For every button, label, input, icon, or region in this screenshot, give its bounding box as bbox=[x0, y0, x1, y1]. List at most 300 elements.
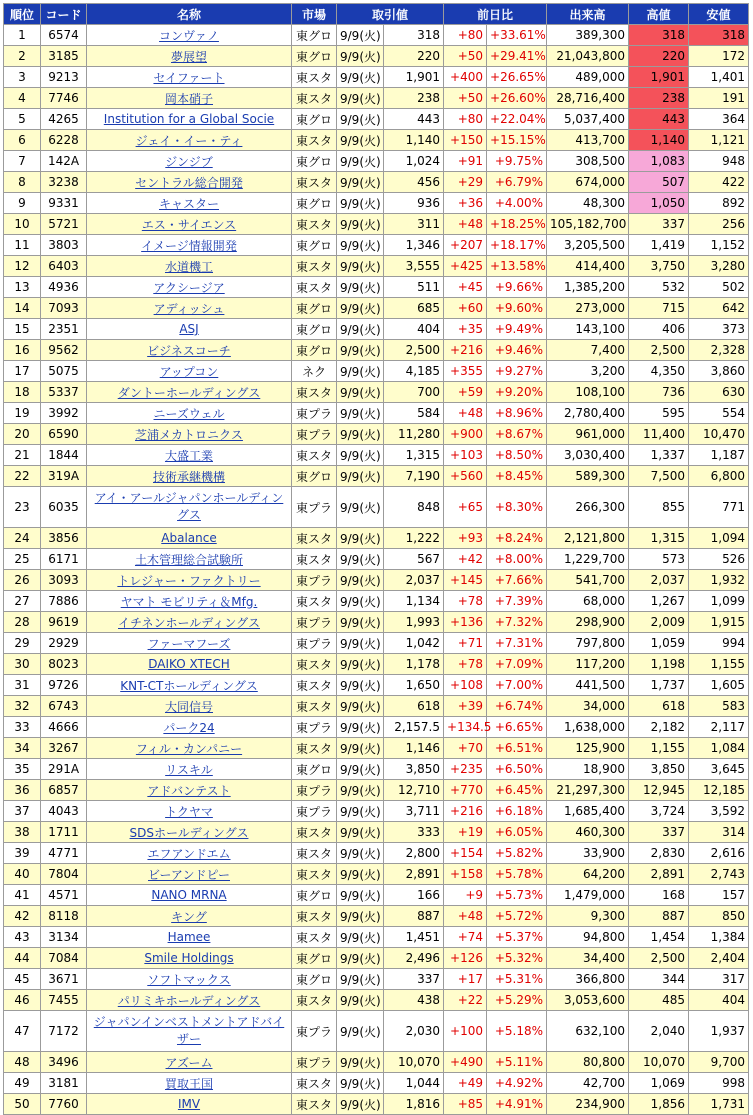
volume-cell: 3,200 bbox=[547, 361, 629, 382]
low-cell: 1,152 bbox=[689, 235, 749, 256]
price-cell: 584 bbox=[384, 403, 444, 424]
rank-cell: 44 bbox=[4, 948, 41, 969]
stock-name-link[interactable]: 水道機工 bbox=[164, 259, 213, 274]
date-cell: 9/9(火) bbox=[337, 990, 384, 1011]
rank-cell: 17 bbox=[4, 361, 41, 382]
change-pct-cell: +15.15% bbox=[487, 130, 547, 151]
code-cell: 8023 bbox=[41, 654, 87, 675]
change-cell: +108 bbox=[444, 675, 487, 696]
high-cell: 337 bbox=[629, 822, 689, 843]
volume-cell: 34,000 bbox=[547, 696, 629, 717]
stock-name-link[interactable]: リスキル bbox=[165, 762, 213, 777]
change-pct-cell: +18.25% bbox=[487, 214, 547, 235]
date-cell: 9/9(火) bbox=[337, 927, 384, 948]
market-cell: 東スタ bbox=[292, 214, 337, 235]
code-cell: 4265 bbox=[41, 109, 87, 130]
name-cell bbox=[87, 403, 292, 424]
table-row bbox=[4, 654, 749, 675]
stock-name-link[interactable]: DAIKO XTECH bbox=[148, 657, 230, 671]
change-cell: +48 bbox=[444, 214, 487, 235]
change-pct-cell: +6.51% bbox=[487, 738, 547, 759]
change-pct-cell: +4.00% bbox=[487, 193, 547, 214]
market-cell: 東プラ bbox=[292, 717, 337, 738]
change-cell: +60 bbox=[444, 298, 487, 319]
low-cell: 994 bbox=[689, 633, 749, 654]
date-cell: 9/9(火) bbox=[337, 319, 384, 340]
stock-name-link[interactable]: アップコン bbox=[159, 364, 219, 379]
change-cell: +48 bbox=[444, 403, 487, 424]
high-cell: 1,140 bbox=[629, 130, 689, 151]
date-cell: 9/9(火) bbox=[337, 759, 384, 780]
price-cell: 166 bbox=[384, 885, 444, 906]
code-cell: 9331 bbox=[41, 193, 87, 214]
high-cell: 1,419 bbox=[629, 235, 689, 256]
change-cell: +65 bbox=[444, 487, 487, 528]
rank-cell: 9 bbox=[4, 193, 41, 214]
stock-name-link[interactable]: エス・サイエンス bbox=[141, 217, 237, 232]
table-row bbox=[4, 340, 749, 361]
code-cell: 3181 bbox=[41, 1073, 87, 1094]
rank-cell: 47 bbox=[4, 1011, 41, 1052]
rank-cell: 24 bbox=[4, 528, 41, 549]
price-cell: 567 bbox=[384, 549, 444, 570]
stock-name-link[interactable]: トクヤマ bbox=[165, 804, 213, 819]
stock-name-link[interactable]: キング bbox=[171, 909, 207, 924]
stock-name-link[interactable]: 芝浦メカトロニクス bbox=[135, 427, 243, 442]
low-cell: 1,401 bbox=[689, 67, 749, 88]
change-pct-cell: +6.74% bbox=[487, 696, 547, 717]
table-row bbox=[4, 403, 749, 424]
date-cell: 9/9(火) bbox=[337, 885, 384, 906]
date-cell: 9/9(火) bbox=[337, 948, 384, 969]
change-pct-cell: +8.45% bbox=[487, 466, 547, 487]
date-cell: 9/9(火) bbox=[337, 256, 384, 277]
date-cell: 9/9(火) bbox=[337, 1052, 384, 1073]
change-pct-cell: +9.66% bbox=[487, 277, 547, 298]
change-pct-cell: +4.92% bbox=[487, 1073, 547, 1094]
rank-cell: 33 bbox=[4, 717, 41, 738]
date-cell: 9/9(火) bbox=[337, 843, 384, 864]
stock-name-link[interactable]: 土木管理総合試験所 bbox=[134, 552, 243, 567]
rank-cell: 16 bbox=[4, 340, 41, 361]
volume-cell: 413,700 bbox=[547, 130, 629, 151]
change-cell: +59 bbox=[444, 382, 487, 403]
date-cell: 9/9(火) bbox=[337, 193, 384, 214]
high-cell: 337 bbox=[629, 214, 689, 235]
name-cell bbox=[87, 1011, 292, 1052]
high-cell: 1,856 bbox=[629, 1094, 689, 1115]
stock-name-link[interactable]: アイ・アールジャパンホールディングス bbox=[94, 491, 284, 522]
stock-name-link[interactable]: 夢展望 bbox=[170, 49, 207, 64]
date-cell: 9/9(火) bbox=[337, 528, 384, 549]
low-cell: 3,860 bbox=[689, 361, 749, 382]
rank-cell: 6 bbox=[4, 130, 41, 151]
price-cell: 2,500 bbox=[384, 340, 444, 361]
table-row bbox=[4, 445, 749, 466]
date-cell: 9/9(火) bbox=[337, 445, 384, 466]
stock-name-link[interactable]: 岡本硝子 bbox=[164, 91, 213, 106]
header-price: 取引値 bbox=[337, 4, 444, 25]
name-cell bbox=[87, 256, 292, 277]
change-pct-cell: +9.20% bbox=[487, 382, 547, 403]
high-cell: 618 bbox=[629, 696, 689, 717]
change-pct-cell: +6.05% bbox=[487, 822, 547, 843]
table-row bbox=[4, 25, 749, 46]
rank-cell: 21 bbox=[4, 445, 41, 466]
rank-cell: 36 bbox=[4, 780, 41, 801]
high-cell: 3,850 bbox=[629, 759, 689, 780]
stock-name-link[interactable]: ビジネスコーチ bbox=[147, 343, 231, 358]
stock-name-link[interactable]: キャスター bbox=[158, 196, 219, 211]
code-cell: 6574 bbox=[41, 25, 87, 46]
high-cell: 238 bbox=[629, 88, 689, 109]
market-cell: 東グロ bbox=[292, 885, 337, 906]
date-cell: 9/9(火) bbox=[337, 738, 384, 759]
stock-name-link[interactable]: ヤマト モビリティ＆Mfg. bbox=[120, 594, 258, 609]
market-cell: 東スタ bbox=[292, 1094, 337, 1115]
stock-name-link[interactable]: アズーム bbox=[165, 1055, 213, 1070]
volume-cell: 28,716,400 bbox=[547, 88, 629, 109]
price-cell: 333 bbox=[384, 822, 444, 843]
change-cell: +17 bbox=[444, 969, 487, 990]
stock-name-link[interactable]: ニーズウェル bbox=[153, 406, 225, 421]
high-cell: 1,454 bbox=[629, 927, 689, 948]
volume-cell: 2,121,800 bbox=[547, 528, 629, 549]
volume-cell: 441,500 bbox=[547, 675, 629, 696]
high-cell: 1,267 bbox=[629, 591, 689, 612]
change-cell: +425 bbox=[444, 256, 487, 277]
rank-cell: 2 bbox=[4, 46, 41, 67]
date-cell: 9/9(火) bbox=[337, 487, 384, 528]
market-cell: 東スタ bbox=[292, 591, 337, 612]
stock-name-link[interactable]: NANO MRNA bbox=[151, 888, 227, 902]
change-cell: +158 bbox=[444, 864, 487, 885]
volume-cell: 68,000 bbox=[547, 591, 629, 612]
name-cell bbox=[87, 990, 292, 1011]
stock-name-link[interactable]: Smile Holdings bbox=[144, 951, 234, 965]
date-cell: 9/9(火) bbox=[337, 549, 384, 570]
change-pct-cell: +5.73% bbox=[487, 885, 547, 906]
market-cell: 東プラ bbox=[292, 612, 337, 633]
stock-name-link[interactable]: エフアンドエム bbox=[147, 846, 231, 861]
market-cell: 東グロ bbox=[292, 759, 337, 780]
market-cell: 東グロ bbox=[292, 319, 337, 340]
stock-name-link[interactable]: 技術承継機構 bbox=[152, 469, 225, 484]
table-row bbox=[4, 277, 749, 298]
stock-name-link[interactable]: アドバンテスト bbox=[147, 783, 231, 798]
rank-cell: 30 bbox=[4, 654, 41, 675]
name-cell bbox=[87, 235, 292, 256]
change-cell: +154 bbox=[444, 843, 487, 864]
high-cell: 1,155 bbox=[629, 738, 689, 759]
low-cell: 630 bbox=[689, 382, 749, 403]
high-cell: 855 bbox=[629, 487, 689, 528]
volume-cell: 33,900 bbox=[547, 843, 629, 864]
code-cell: 7455 bbox=[41, 990, 87, 1011]
volume-cell: 366,800 bbox=[547, 969, 629, 990]
volume-cell: 3,030,400 bbox=[547, 445, 629, 466]
market-cell: 東スタ bbox=[292, 277, 337, 298]
stock-name-link[interactable]: コンヴァノ bbox=[159, 28, 219, 43]
high-cell: 1,901 bbox=[629, 67, 689, 88]
stock-name-link[interactable]: ジンジブ bbox=[165, 154, 213, 169]
header-market: 市場 bbox=[292, 4, 337, 25]
price-cell: 11,280 bbox=[384, 424, 444, 445]
stock-name-link[interactable]: パーク24 bbox=[163, 720, 215, 735]
volume-cell: 414,400 bbox=[547, 256, 629, 277]
low-cell: 314 bbox=[689, 822, 749, 843]
low-cell: 1,155 bbox=[689, 654, 749, 675]
volume-cell: 632,100 bbox=[547, 1011, 629, 1052]
stock-name-link[interactable]: ソフトマックス bbox=[147, 972, 231, 987]
stock-name-link[interactable]: フィル・カンパニー bbox=[135, 741, 243, 756]
table-row bbox=[4, 633, 749, 654]
change-cell: +78 bbox=[444, 654, 487, 675]
rank-cell: 32 bbox=[4, 696, 41, 717]
date-cell: 9/9(火) bbox=[337, 696, 384, 717]
low-cell: 771 bbox=[689, 487, 749, 528]
low-cell: 373 bbox=[689, 319, 749, 340]
rank-cell: 49 bbox=[4, 1073, 41, 1094]
market-cell: 東グロ bbox=[292, 969, 337, 990]
change-pct-cell: +5.11% bbox=[487, 1052, 547, 1073]
change-pct-cell: +7.66% bbox=[487, 570, 547, 591]
table-row bbox=[4, 46, 749, 67]
rank-cell: 34 bbox=[4, 738, 41, 759]
code-cell: 3496 bbox=[41, 1052, 87, 1073]
price-cell: 2,496 bbox=[384, 948, 444, 969]
market-cell: 東グロ bbox=[292, 235, 337, 256]
stock-name-link[interactable]: ファーマフーズ bbox=[147, 636, 231, 651]
stock-name-link[interactable]: 大盛工業 bbox=[164, 448, 213, 463]
stock-name-link[interactable]: ビーアンドピー bbox=[148, 867, 230, 882]
table-row bbox=[4, 969, 749, 990]
change-pct-cell: +5.31% bbox=[487, 969, 547, 990]
table-row bbox=[4, 67, 749, 88]
stock-name-link[interactable]: KNT-CTホールディングス bbox=[120, 678, 258, 693]
date-cell: 9/9(火) bbox=[337, 130, 384, 151]
price-cell: 12,710 bbox=[384, 780, 444, 801]
rank-cell: 28 bbox=[4, 612, 41, 633]
name-cell bbox=[87, 612, 292, 633]
name-cell bbox=[87, 340, 292, 361]
change-cell: +136 bbox=[444, 612, 487, 633]
name-cell bbox=[87, 864, 292, 885]
code-cell: 7886 bbox=[41, 591, 87, 612]
stock-name-link[interactable]: イメージ情報開発 bbox=[141, 238, 237, 253]
price-cell: 700 bbox=[384, 382, 444, 403]
stock-name-link[interactable]: セントラル総合開発 bbox=[135, 175, 243, 190]
market-cell: 東グロ bbox=[292, 298, 337, 319]
table-row bbox=[4, 256, 749, 277]
change-cell: +216 bbox=[444, 801, 487, 822]
market-cell: 東スタ bbox=[292, 528, 337, 549]
table-row bbox=[4, 487, 749, 528]
low-cell: 10,470 bbox=[689, 424, 749, 445]
market-cell: 東プラ bbox=[292, 633, 337, 654]
rank-cell: 42 bbox=[4, 906, 41, 927]
table-row bbox=[4, 570, 749, 591]
volume-cell: 797,800 bbox=[547, 633, 629, 654]
volume-cell: 489,000 bbox=[547, 67, 629, 88]
rank-cell: 22 bbox=[4, 466, 41, 487]
volume-cell: 94,800 bbox=[547, 927, 629, 948]
change-cell: +22 bbox=[444, 990, 487, 1011]
low-cell: 422 bbox=[689, 172, 749, 193]
high-cell: 736 bbox=[629, 382, 689, 403]
stock-name-link[interactable]: 大同信号 bbox=[164, 699, 213, 714]
market-cell: 東プラ bbox=[292, 801, 337, 822]
table-row bbox=[4, 466, 749, 487]
price-cell: 1,042 bbox=[384, 633, 444, 654]
date-cell: 9/9(火) bbox=[337, 570, 384, 591]
low-cell: 172 bbox=[689, 46, 749, 67]
price-cell: 1,140 bbox=[384, 130, 444, 151]
name-cell bbox=[87, 801, 292, 822]
high-cell: 2,500 bbox=[629, 948, 689, 969]
date-cell: 9/9(火) bbox=[337, 612, 384, 633]
price-cell: 10,070 bbox=[384, 1052, 444, 1073]
stock-name-link[interactable]: Institution for a Global Socie bbox=[103, 112, 275, 126]
market-cell: ネク bbox=[292, 361, 337, 382]
market-cell: 東プラ bbox=[292, 780, 337, 801]
low-cell: 526 bbox=[689, 549, 749, 570]
stock-name-link[interactable]: ジャパンインベストメントアドバイザー bbox=[93, 1015, 285, 1046]
table-row bbox=[4, 88, 749, 109]
name-cell bbox=[87, 1073, 292, 1094]
high-cell: 2,040 bbox=[629, 1011, 689, 1052]
code-cell: 9562 bbox=[41, 340, 87, 361]
low-cell: 1,937 bbox=[689, 1011, 749, 1052]
table-row bbox=[4, 885, 749, 906]
name-cell bbox=[87, 466, 292, 487]
change-pct-cell: +7.09% bbox=[487, 654, 547, 675]
change-cell: +400 bbox=[444, 67, 487, 88]
low-cell: 1,384 bbox=[689, 927, 749, 948]
rank-cell: 31 bbox=[4, 675, 41, 696]
name-cell bbox=[87, 151, 292, 172]
price-cell: 1,134 bbox=[384, 591, 444, 612]
price-cell: 1,346 bbox=[384, 235, 444, 256]
price-cell: 1,650 bbox=[384, 675, 444, 696]
stock-name-link[interactable]: SDSホールディングス bbox=[129, 825, 249, 840]
stock-name-link[interactable]: ダントーホールディングス bbox=[117, 385, 261, 400]
high-cell: 1,050 bbox=[629, 193, 689, 214]
market-cell: 東スタ bbox=[292, 843, 337, 864]
name-cell bbox=[87, 717, 292, 738]
low-cell: 998 bbox=[689, 1073, 749, 1094]
table-row bbox=[4, 759, 749, 780]
stock-name-link[interactable]: アディッシュ bbox=[153, 301, 225, 316]
change-pct-cell: +8.24% bbox=[487, 528, 547, 549]
stock-name-link[interactable]: 買取王国 bbox=[164, 1076, 213, 1091]
high-cell: 2,037 bbox=[629, 570, 689, 591]
price-cell: 1,146 bbox=[384, 738, 444, 759]
date-cell: 9/9(火) bbox=[337, 403, 384, 424]
high-cell: 573 bbox=[629, 549, 689, 570]
stock-name-link[interactable]: アクシージア bbox=[153, 280, 225, 295]
name-cell bbox=[87, 528, 292, 549]
low-cell: 892 bbox=[689, 193, 749, 214]
name-cell bbox=[87, 1052, 292, 1073]
low-cell: 2,616 bbox=[689, 843, 749, 864]
change-pct-cell: +7.00% bbox=[487, 675, 547, 696]
change-cell: +48 bbox=[444, 906, 487, 927]
stock-name-link[interactable]: IMV bbox=[177, 1097, 201, 1111]
price-cell: 1,901 bbox=[384, 67, 444, 88]
date-cell: 9/9(火) bbox=[337, 277, 384, 298]
stock-name-link[interactable]: パリミキホールディングス bbox=[117, 993, 261, 1008]
change-cell: +216 bbox=[444, 340, 487, 361]
market-cell: 東スタ bbox=[292, 696, 337, 717]
rank-cell: 40 bbox=[4, 864, 41, 885]
date-cell: 9/9(火) bbox=[337, 67, 384, 88]
code-cell: 3093 bbox=[41, 570, 87, 591]
market-cell: 東スタ bbox=[292, 906, 337, 927]
price-cell: 318 bbox=[384, 25, 444, 46]
table-row bbox=[4, 843, 749, 864]
stock-name-link[interactable]: Hamee bbox=[167, 930, 211, 944]
table-row bbox=[4, 424, 749, 445]
stock-name-link[interactable]: セイファート bbox=[153, 70, 225, 85]
change-cell: +80 bbox=[444, 25, 487, 46]
code-cell: 9213 bbox=[41, 67, 87, 88]
stock-name-link[interactable]: Abalance bbox=[161, 531, 217, 545]
stock-name-link[interactable]: トレジャー・ファクトリー bbox=[117, 573, 261, 588]
low-cell: 404 bbox=[689, 990, 749, 1011]
price-cell: 3,711 bbox=[384, 801, 444, 822]
code-cell: 2929 bbox=[41, 633, 87, 654]
price-cell: 4,185 bbox=[384, 361, 444, 382]
date-cell: 9/9(火) bbox=[337, 361, 384, 382]
market-cell: 東プラ bbox=[292, 1011, 337, 1052]
stock-name-link[interactable]: ASJ bbox=[179, 322, 199, 336]
stock-name-link[interactable]: ジェイ・イー・ティ bbox=[135, 133, 243, 148]
change-pct-cell: +7.32% bbox=[487, 612, 547, 633]
volume-cell: 460,300 bbox=[547, 822, 629, 843]
high-cell: 532 bbox=[629, 277, 689, 298]
volume-cell: 125,900 bbox=[547, 738, 629, 759]
name-cell bbox=[87, 46, 292, 67]
name-cell bbox=[87, 885, 292, 906]
market-cell: 東プラ bbox=[292, 570, 337, 591]
high-cell: 1,069 bbox=[629, 1073, 689, 1094]
table-row bbox=[4, 717, 749, 738]
rank-cell: 14 bbox=[4, 298, 41, 319]
table-row bbox=[4, 319, 749, 340]
price-cell: 337 bbox=[384, 969, 444, 990]
market-cell: 東スタ bbox=[292, 654, 337, 675]
name-cell bbox=[87, 130, 292, 151]
table-row bbox=[4, 906, 749, 927]
date-cell: 9/9(火) bbox=[337, 801, 384, 822]
low-cell: 502 bbox=[689, 277, 749, 298]
change-pct-cell: +6.65% bbox=[487, 717, 547, 738]
market-cell: 東グロ bbox=[292, 948, 337, 969]
date-cell: 9/9(火) bbox=[337, 969, 384, 990]
code-cell: 9726 bbox=[41, 675, 87, 696]
change-cell: +100 bbox=[444, 1011, 487, 1052]
code-cell: 3267 bbox=[41, 738, 87, 759]
change-cell: +39 bbox=[444, 696, 487, 717]
change-pct-cell: +7.39% bbox=[487, 591, 547, 612]
code-cell: 6743 bbox=[41, 696, 87, 717]
code-cell: 4043 bbox=[41, 801, 87, 822]
high-cell: 1,059 bbox=[629, 633, 689, 654]
change-pct-cell: +6.50% bbox=[487, 759, 547, 780]
stock-name-link[interactable]: イチネンホールディングス bbox=[118, 615, 260, 630]
change-cell: +150 bbox=[444, 130, 487, 151]
